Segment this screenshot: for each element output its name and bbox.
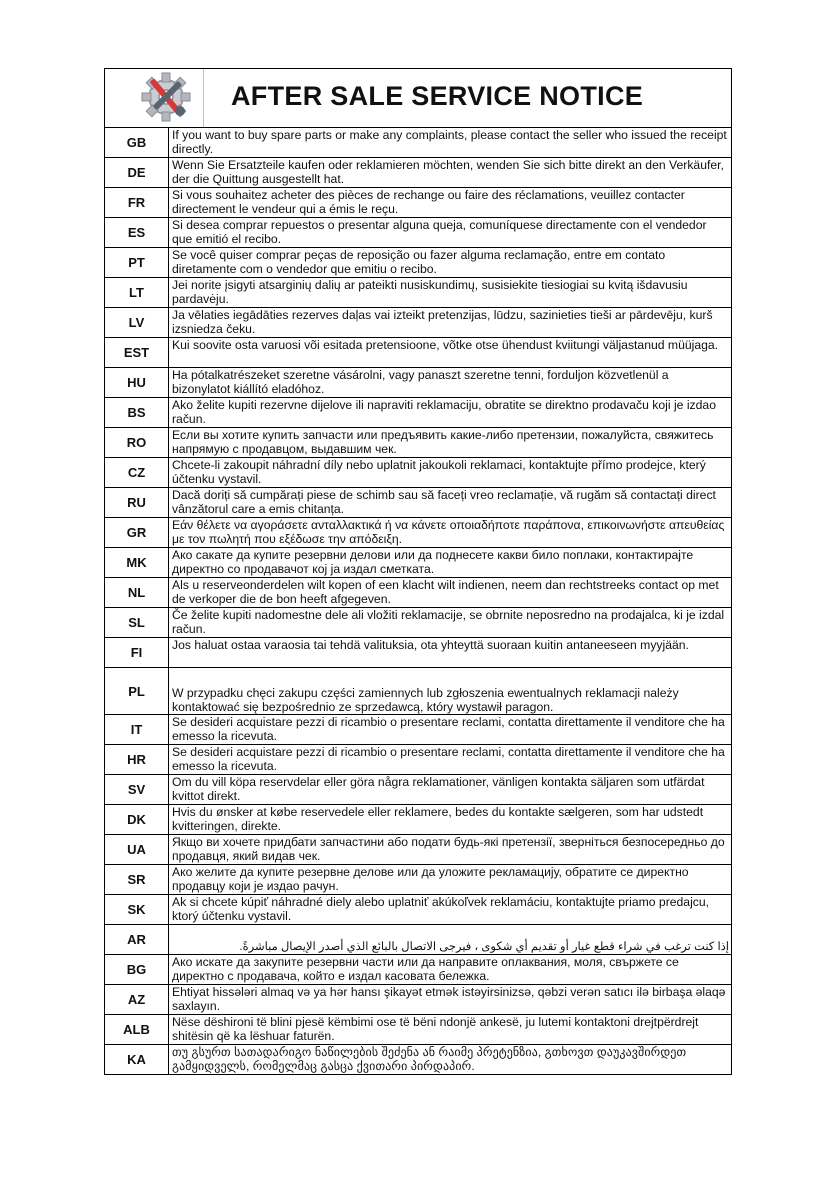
language-row bbox=[105, 775, 732, 805]
language-code: PL bbox=[105, 668, 169, 715]
language-row bbox=[105, 308, 732, 338]
notice-text: Якщо ви хочете придбати запчастини або подати будь-які претензії, зверніться безпосередньо до продавця, який видав чек. bbox=[169, 835, 732, 865]
language-code: AR bbox=[105, 925, 169, 955]
notice-text: Ha pótalkatrészeket szeretne vásárolni, vagy panaszt szeretne tenni, forduljon közvetlenül a bizonylatot kiállító eladóhoz. bbox=[169, 368, 732, 398]
language-code: PT bbox=[105, 248, 169, 278]
notice-text: Ak si chcete kúpiť náhradné diely alebo uplatniť akúkoľvek reklamáciu, kontaktujte priamo predajcu, ktorý účtenku vystavil. bbox=[169, 895, 732, 925]
notice-text: Als u reserveonderdelen wilt kopen of een klacht wilt indienen, neem dan rechtstreeks contact op met de verkoper die de bon heeft afgegeven. bbox=[169, 578, 732, 608]
language-code: BS bbox=[105, 398, 169, 428]
language-code: HR bbox=[105, 745, 169, 775]
notice-text: Ако желите да купите резервне делове или да уложите рекламацију, обратите се директно продавцу који је издао рачун. bbox=[169, 865, 732, 895]
language-row bbox=[105, 638, 732, 668]
language-row bbox=[105, 955, 732, 985]
notice-text: Se você quiser comprar peças de reposição ou fazer alguma reclamação, entre em contato diretamente com o vendedor que emitiu o recibo. bbox=[169, 248, 732, 278]
language-row bbox=[105, 925, 732, 955]
language-row bbox=[105, 188, 732, 218]
language-code: HU bbox=[105, 368, 169, 398]
notice-text: Ako želite kupiti rezervne dijelove ili napraviti reklamaciju, obratite se direktno prodavaču koji je izdao račun. bbox=[169, 398, 732, 428]
wrench-gear-icon bbox=[133, 69, 203, 127]
language-row bbox=[105, 668, 732, 715]
language-row bbox=[105, 1045, 732, 1075]
language-code: RU bbox=[105, 488, 169, 518]
language-code: GB bbox=[105, 128, 169, 158]
language-code: NL bbox=[105, 578, 169, 608]
notice-text: Ehtiyat hissələri almaq və ya hər hansı şikayət etmək istəyirsinizsə, qəbzi verən satıcı ilə birbaşa əlaqə saxlayın. bbox=[169, 985, 732, 1015]
language-code: SK bbox=[105, 895, 169, 925]
language-code: RO bbox=[105, 428, 169, 458]
language-row bbox=[105, 218, 732, 248]
notice-text: Если вы хотите купить запчасти или предъявить какие-либо претензии, пожалуйста, свяжитесь напрямую с продавцом, выдавшим чек. bbox=[169, 428, 732, 458]
notice-text: Εάν θέλετε να αγοράσετε ανταλλακτικά ή να κάνετε οποιαδήποτε παράπονα, επικοινωνήστε απευθείας με τον πωλητή που εξέδωσε την απόδειξη. bbox=[169, 518, 732, 548]
language-code: FR bbox=[105, 188, 169, 218]
language-code: LT bbox=[105, 278, 169, 308]
language-row bbox=[105, 578, 732, 608]
language-code: FI bbox=[105, 638, 169, 668]
notice-text: Jos haluat ostaa varaosia tai tehdä valituksia, ota yhteyttä suoraan kuitin antaneeseen myyjään. bbox=[169, 638, 732, 668]
notice-text: إذا كنت ترغب في شراء قطع غيار أو تقديم أي شكوى ، فيرجى الاتصال بالبائع الذي أصدر الإيصال مباشرةً. bbox=[169, 925, 732, 955]
language-code: IT bbox=[105, 715, 169, 745]
notice-text: Chcete-li zakoupit náhradní díly nebo uplatnit jakoukoli reklamaci, kontaktujte přímo prodejce, který účtenku vystavil. bbox=[169, 458, 732, 488]
notice-text: Si desea comprar repuestos o presentar alguna queja, comuníquese directamente con el vendedor que emitió el recibo. bbox=[169, 218, 732, 248]
logo bbox=[133, 69, 204, 127]
language-row bbox=[105, 548, 732, 578]
language-row bbox=[105, 1015, 732, 1045]
language-code: SL bbox=[105, 608, 169, 638]
language-code: SV bbox=[105, 775, 169, 805]
language-row bbox=[105, 428, 732, 458]
language-row bbox=[105, 608, 732, 638]
language-code: KA bbox=[105, 1045, 169, 1075]
language-code: EST bbox=[105, 338, 169, 368]
language-code: GR bbox=[105, 518, 169, 548]
language-code: AZ bbox=[105, 985, 169, 1015]
notice-text: Se desideri acquistare pezzi di ricambio o presentare reclami, contatta direttamente il venditore che ha emesso la ricevuta. bbox=[169, 745, 732, 775]
notice-text: თუ გსურთ სათადარიგო ნაწილების შეძენა ან რაიმე პრეტენზია, გთხოვთ დაუკავშირდეთ გამყიდველს, რომელმაც გასცა ქვითარი პირდაპირ. bbox=[169, 1045, 732, 1075]
language-code: ALB bbox=[105, 1015, 169, 1045]
notice-text: If you want to buy spare parts or make any complaints, please contact the seller who issued the receipt directly. bbox=[169, 128, 732, 158]
notice-text: Si vous souhaitez acheter des pièces de rechange ou faire des réclamations, veuillez contacter directement le vendeur qui a émis le reçu. bbox=[169, 188, 732, 218]
notice-text: Ако искате да закупите резервни части или да направите оплаквания, моля, свържете се директно с продавача, който е издал касовата бележка. bbox=[169, 955, 732, 985]
language-row bbox=[105, 158, 732, 188]
language-code: DK bbox=[105, 805, 169, 835]
notice-text: Ja vēlaties iegādāties rezerves daļas vai izteikt pretenzijas, lūdzu, sazinieties tieši ar pārdevēju, kurš izsniedza čeku. bbox=[169, 308, 732, 338]
language-row bbox=[105, 518, 732, 548]
page-title: AFTER SALE SERVICE NOTICE bbox=[231, 81, 644, 111]
notice-text: Jei norite įsigyti atsarginių dalių ar pateikti nusiskundimų, susisiekite tiesiogiai su kvitą išdavusiu pardavėju. bbox=[169, 278, 732, 308]
language-row bbox=[105, 488, 732, 518]
language-code: BG bbox=[105, 955, 169, 985]
language-row bbox=[105, 985, 732, 1015]
language-code: UA bbox=[105, 835, 169, 865]
notice-text: Dacă doriți să cumpărați piese de schimb sau să faceți vreo reclamație, vă rugăm să contactați direct vânzătorul care a emis chitanța. bbox=[169, 488, 732, 518]
header-cell bbox=[105, 69, 732, 128]
notice-text: Se desideri acquistare pezzi di ricambio o presentare reclami, contatta direttamente il venditore che ha emesso la ricevuta. bbox=[169, 715, 732, 745]
language-code: SR bbox=[105, 865, 169, 895]
language-row bbox=[105, 368, 732, 398]
language-code: MK bbox=[105, 548, 169, 578]
language-row bbox=[105, 865, 732, 895]
language-row bbox=[105, 895, 732, 925]
language-row bbox=[105, 278, 732, 308]
notice-text: Kui soovite osta varuosi või esitada pretensioone, võtke otse ühendust kviitungi väljastanud müüjaga. bbox=[169, 338, 732, 368]
notice-text: Hvis du ønsker at købe reservedele eller reklamere, bedes du kontakte sælgeren, som har udstedt kvitteringen, direkte. bbox=[169, 805, 732, 835]
service-notice-table bbox=[104, 68, 732, 1075]
notice-text: Wenn Sie Ersatzteile kaufen oder reklamieren möchten, wenden Sie sich bitte direkt an den Verkäufer, der die Quittung ausgestellt hat. bbox=[169, 158, 732, 188]
language-row bbox=[105, 715, 732, 745]
language-code: CZ bbox=[105, 458, 169, 488]
header-row bbox=[105, 69, 732, 128]
notice-text: Nëse dëshironi të blini pjesë këmbimi ose të bëni ndonjë ankesë, ju lutemi kontaktoni drejtpërdrejt shitësin që ka lëshuar faturën. bbox=[169, 1015, 732, 1045]
language-row bbox=[105, 458, 732, 488]
language-row bbox=[105, 805, 732, 835]
language-row bbox=[105, 128, 732, 158]
language-row bbox=[105, 398, 732, 428]
notice-text: Če želite kupiti nadomestne dele ali vložiti reklamacije, se obrnite neposredno na prodajalca, ki je izdal račun. bbox=[169, 608, 732, 638]
notice-text: Ако сакате да купите резервни делови или да поднесете какви било поплаки, контактирајте директно со продавачот кој ја издал сметката. bbox=[169, 548, 732, 578]
language-row bbox=[105, 835, 732, 865]
language-row bbox=[105, 745, 732, 775]
language-code: ES bbox=[105, 218, 169, 248]
language-row bbox=[105, 248, 732, 278]
notice-text: Om du vill köpa reservdelar eller göra några reklamationer, vänligen kontakta säljaren som utfärdat kvittot direkt. bbox=[169, 775, 732, 805]
language-code: DE bbox=[105, 158, 169, 188]
language-row bbox=[105, 338, 732, 368]
notice-text: W przypadku chęci zakupu części zamiennych lub zgłoszenia ewentualnych reklamacji należy kontaktować się bezpośrednio ze sprzedawcą, który wystawił paragon. bbox=[169, 668, 732, 715]
language-code: LV bbox=[105, 308, 169, 338]
